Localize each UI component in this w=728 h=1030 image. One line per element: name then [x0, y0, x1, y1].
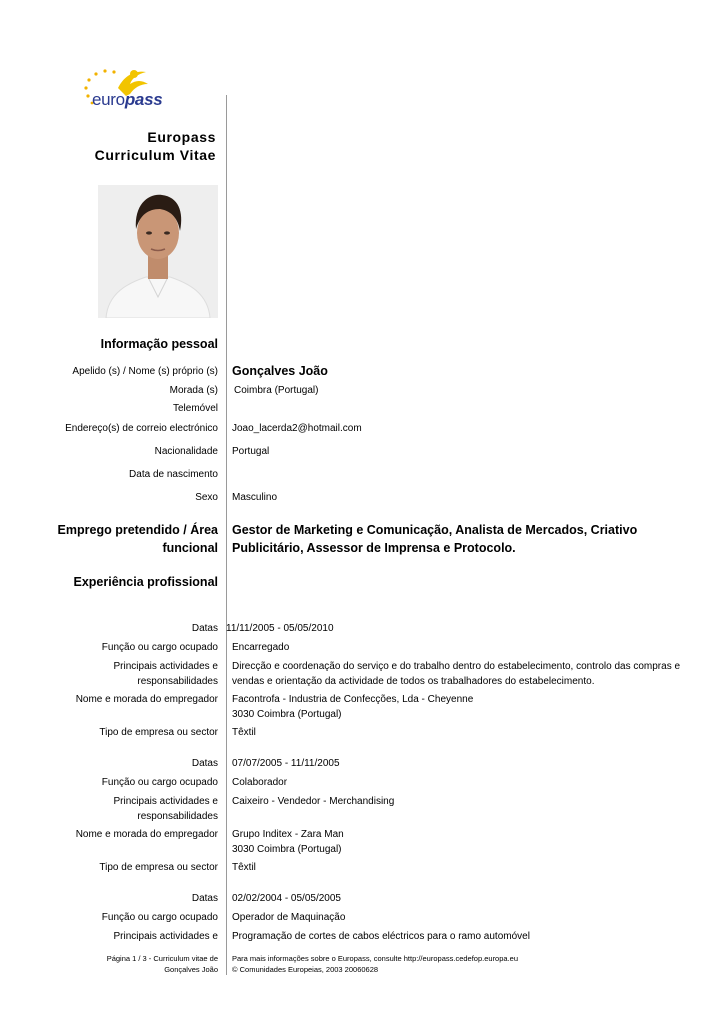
job2-employer-label: Nome e morada do empregador	[75, 829, 218, 840]
desired-job-value-2: Publicitário, Assessor de Imprensa e Protocolo.	[232, 541, 516, 555]
job1-dates-value: 11/11/2005 - 05/05/2010	[226, 623, 334, 634]
birth-label: Data de nascimento	[129, 469, 218, 480]
job2-sector-label: Tipo de empresa ou sector	[99, 862, 218, 873]
footer-left-line2: Gonçalves João	[164, 965, 218, 974]
job1-employer-value-2: 3030 Coimbra (Portugal)	[232, 709, 342, 720]
job2-role-value: Colaborador	[232, 777, 288, 788]
job3-activities-label-1: Principais actividades e	[113, 931, 218, 942]
job2-dates-value: 07/07/2005 - 11/11/2005	[232, 758, 340, 769]
cv-title-line1: Europass	[147, 129, 216, 145]
email-label: Endereço(s) de correio electrónico	[65, 423, 218, 434]
job2-dates-label: Datas	[191, 758, 218, 769]
job1-activities-label-1: Principais actividades e	[113, 661, 218, 672]
job1-activities-value-1: Direcção e coordenação do serviço e do trabalho dentro do estabelecimento, controlo das compras e	[232, 661, 681, 672]
footer-right-line1: Para mais informações sobre o Europass, consulte http://europass.cedefop.europa.eu	[232, 954, 518, 963]
job3-activities-value-1: Programação de cortes de cabos eléctricos para o ramo automóvel	[232, 931, 530, 942]
job2-role-label: Função ou cargo ocupado	[101, 777, 218, 788]
job2-activities-label-2: responsabilidades	[137, 811, 218, 822]
job3-dates-value: 02/02/2004 - 05/05/2005	[232, 893, 341, 904]
address-label: Morada (s)	[169, 385, 218, 396]
job2-activities-label-1: Principais actividades e	[113, 796, 218, 807]
job2-sector-value: Têxtil	[232, 862, 256, 873]
nationality-label: Nacionalidade	[154, 446, 218, 457]
name-value: Gonçalves João	[232, 364, 328, 378]
job1-dates-label: Datas	[191, 623, 218, 634]
column-divider	[226, 95, 227, 975]
job2-activities-value-1: Caixeiro - Vendedor - Merchandising	[232, 796, 395, 807]
job1-role-label: Função ou cargo ocupado	[101, 642, 218, 653]
job2-employer-value-1: Grupo Inditex - Zara Man	[232, 829, 344, 840]
footer-right-line2: © Comunidades Europeias, 2003 20060628	[232, 965, 379, 974]
job1-employer-value-1: Facontrofa - Industria de Confecções, Lda - Cheyenne	[232, 694, 474, 705]
address-value: Coimbra (Portugal)	[234, 385, 319, 396]
job2-employer-value-2: 3030 Coimbra (Portugal)	[232, 844, 342, 855]
job3-dates-label: Datas	[191, 893, 218, 904]
phone-label: Telemóvel	[172, 403, 218, 414]
desired-job-label-2: funcional	[162, 541, 218, 555]
job1-activities-value-2: vendas e orientação da actividade de todos os trabalhadores do estabelecimento.	[232, 676, 595, 687]
section-experience: Experiência profissional	[73, 575, 218, 589]
job1-sector-label: Tipo de empresa ou sector	[99, 727, 218, 738]
name-label: Apelido (s) / Nome (s) próprio (s)	[72, 366, 218, 377]
footer-europass-info	[232, 953, 518, 975]
job1-employer-label: Nome e morada do empregador	[75, 694, 218, 705]
job3-role-value: Operador de Maquinação	[232, 912, 346, 923]
sex-value: Masculino	[232, 492, 278, 503]
section-personal-info: Informação pessoal	[100, 337, 218, 351]
desired-job-label-1: Emprego pretendido / Área	[57, 523, 218, 537]
europass-logo-text: europass	[92, 90, 163, 109]
footer-page-info	[107, 953, 218, 975]
nationality-value: Portugal	[232, 446, 270, 457]
cv-title-line2: Curriculum Vitae	[94, 147, 216, 163]
footer-left-line1: Página 1 / 3 - Curriculum vitae de	[106, 954, 218, 963]
job1-role-value: Encarregado	[232, 642, 290, 653]
job3-role-label: Função ou cargo ocupado	[101, 912, 218, 923]
cv-title	[95, 128, 216, 164]
sex-label: Sexo	[195, 492, 218, 503]
job1-sector-value: Têxtil	[232, 727, 256, 738]
profile-photo	[98, 185, 218, 318]
desired-job-value-1: Gestor de Marketing e Comunicação, Analista de Mercados, Criativo	[232, 523, 638, 537]
email-value: Joao_lacerda2@hotmail.com	[232, 423, 362, 434]
job1-activities-label-2: responsabilidades	[137, 676, 218, 687]
